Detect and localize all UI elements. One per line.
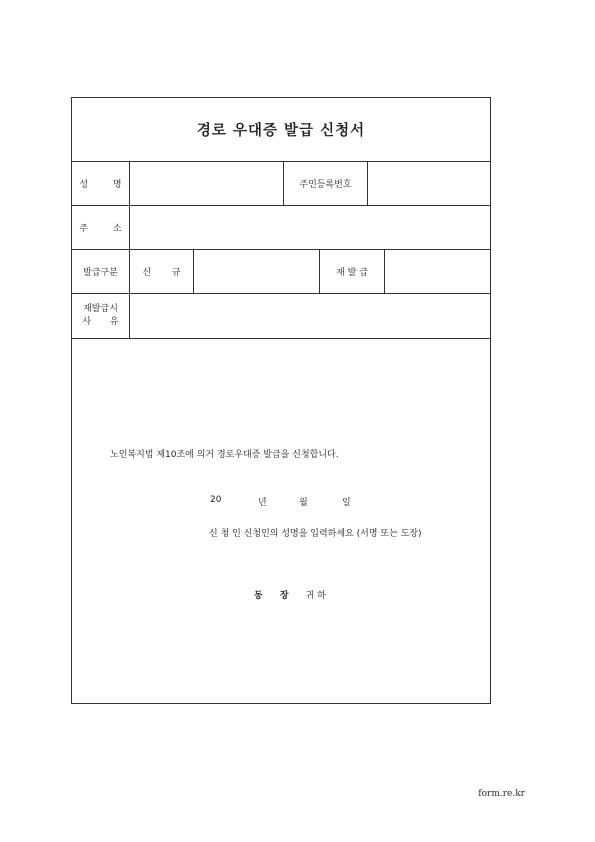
issue-reissue-field[interactable] (385, 250, 490, 293)
recipient-suffix: 귀하 (305, 591, 329, 601)
reissue-reason-field[interactable] (130, 294, 490, 338)
form-title: 경로 우대증 발급 신청서 (196, 123, 366, 139)
address-label (72, 206, 130, 249)
application-statement: 노인복지법 제10조에 의거 경로우대증 발급을 신청합니다. (110, 450, 339, 460)
reissue-reason-line2: 사 유 (82, 317, 119, 327)
reissue-reason-line1: 재발급시 (83, 304, 118, 314)
resident-number-field[interactable] (368, 162, 490, 205)
source-footer: form.re.kr (478, 789, 525, 799)
issue-reissue-label: 재 발 급 (320, 250, 385, 293)
name-field[interactable] (130, 162, 284, 205)
applicant-label: 신 청 인 (209, 529, 241, 539)
reissue-reason-row (72, 294, 490, 339)
date-month-unit: 월 (299, 498, 308, 508)
issue-new-text: 신 규 (142, 268, 181, 278)
issue-type-label: 발급구분 (72, 250, 130, 293)
resident-number-label: 주민등록번호 (284, 162, 368, 205)
issue-type-row (72, 250, 490, 294)
issue-new-label (130, 250, 194, 293)
name-label (72, 162, 130, 205)
address-row (72, 206, 490, 250)
applicant-row (209, 526, 422, 539)
reissue-reason-label (72, 294, 130, 338)
signature-note: (서명 또는 도장) (356, 529, 422, 539)
applicant-name-field[interactable]: 신청인의 성명을 입력하세요 (243, 529, 354, 539)
name-label-text: 성 명 (79, 180, 122, 190)
recipient-title: 동 장 (254, 591, 289, 601)
title-row (72, 98, 490, 162)
date-year-unit: 년 (258, 498, 267, 508)
application-form (71, 97, 491, 704)
recipient (254, 588, 329, 601)
date-year[interactable]: 20 (210, 495, 222, 505)
date-day-unit: 일 (342, 498, 351, 508)
address-field[interactable] (130, 206, 490, 249)
issue-new-field[interactable] (194, 250, 320, 293)
address-label-text: 주 소 (79, 224, 122, 234)
name-row (72, 162, 490, 206)
